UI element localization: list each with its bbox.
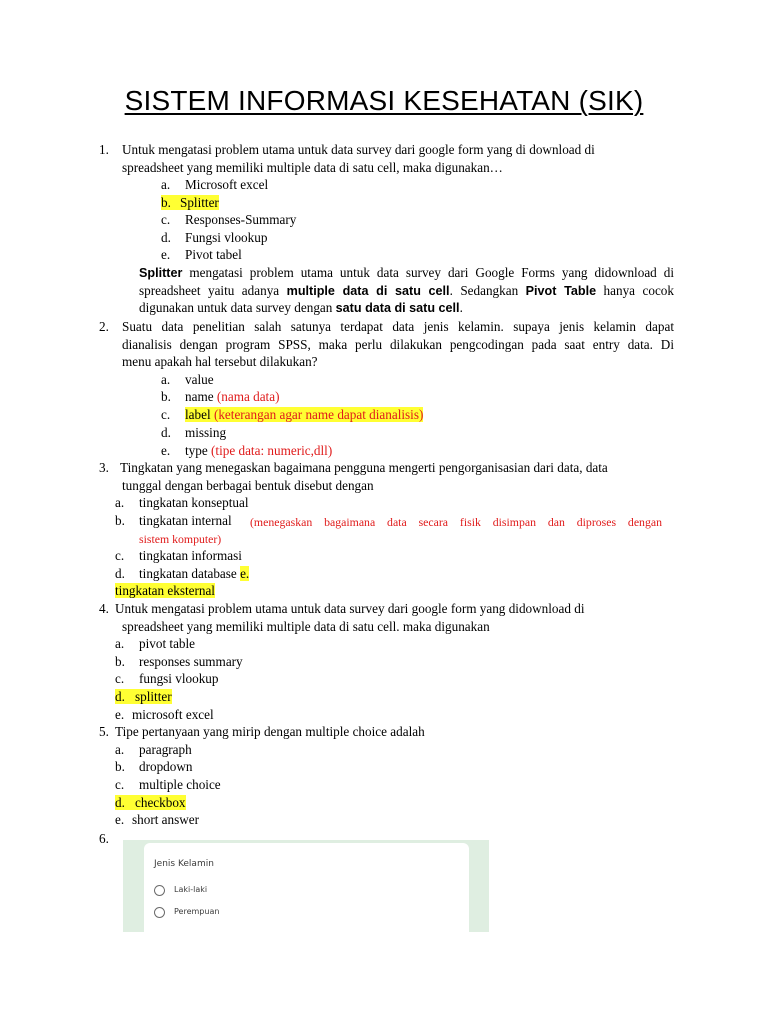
q4-option-d: d. splitter (115, 689, 172, 704)
q1-number: 1. (99, 142, 109, 157)
form-question-title: Jenis Kelamin (154, 859, 214, 869)
q5-text-line1: Tipe pertanyaan yang mirip dengan multiple choice adalah (115, 724, 425, 739)
q1-option-e: e. Pivot tabel (161, 247, 242, 262)
q6-number: 6. (99, 831, 109, 846)
q1-text-line2: spreadsheet yang memiliki multiple data di satu cell, maka digunakan… (122, 160, 503, 175)
q5-option-a: a. paragraph (115, 742, 192, 757)
q1-text-line1: Untuk mengatasi problem utama untuk data survey dari google form yang di download di (122, 142, 595, 157)
q1-explanation-line3: digunakan untuk data survey dengan satu data di satu cell. (139, 300, 463, 315)
q1-explanation-line2: spreadsheet yaitu adanya multiple data di satu cell. Sedangkan Pivot Table hanya cocok (139, 283, 674, 298)
q2-number: 2. (99, 319, 109, 334)
q2-option-d: d. missing (161, 425, 227, 440)
q4-option-b: b. responses summary (115, 654, 243, 669)
q5-option-d: d. checkbox (115, 795, 186, 810)
form-question-card (144, 843, 469, 932)
q4-option-a: a. pivot table (115, 636, 196, 651)
q3-number: 3. (99, 460, 109, 475)
q4-text-line1: Untuk mengatasi problem utama untuk data survey dari google form yang didownload di (115, 601, 585, 616)
q4-number: 4. (99, 601, 109, 616)
q2-text-line1: Suatu data penelitian salah satunya terdapat data jenis kelamin. supaya jenis kelamin dapat (122, 319, 674, 334)
q4-option-e: e. microsoft excel (115, 707, 214, 722)
q1-option-d: d. Fungsi vlookup (161, 230, 268, 245)
q1-option-c: c. Responses-Summary (161, 212, 297, 227)
q3-text-line1: Tingkatan yang menegaskan bagaimana pengguna mengerti pengorganisasian dari data, data (120, 460, 608, 475)
radio-icon[interactable] (154, 907, 165, 918)
form-option-label: Perempuan (174, 907, 220, 916)
q2-text-line3: menu apakah hal tersebut dilakukan? (122, 354, 318, 369)
q3-option-b: b. tingkatan internal (115, 513, 232, 528)
q2-option-c: c. label (keterangan agar name dapat dianalisis) (161, 407, 424, 422)
q5-option-c: c. multiple choice (115, 777, 221, 792)
q3-option-c: c. tingkatan informasi (115, 548, 242, 563)
q3-option-b-note-line2: sistem komputer) (139, 532, 222, 546)
q5-number: 5. (99, 724, 109, 739)
q2-text-line2: dianalisis dengan program SPSS, maka perlu dilakukan pengcodingan pada saat entry data. Di (122, 337, 674, 352)
q2-option-b: b. name (nama data) (161, 389, 280, 404)
q3-option-d: d. tingkatan database e. (115, 566, 250, 581)
q3-text-line2: tunggal dengan berbagai bentuk disebut dengan (122, 478, 374, 493)
form-screenshot (123, 840, 489, 932)
q3-option-b-note-line1: (menegaskan bagaimana data secara fisik disimpan dan diproses dengan (250, 515, 662, 529)
page-title: SISTEM INFORMASI KESEHATAN (SIK) (124, 85, 644, 116)
q5-option-b: b. dropdown (115, 759, 193, 774)
q4-text-line2: spreadsheet yang memiliki multiple data di satu cell. maka digunakan (122, 619, 490, 634)
q3-option-e: tingkatan eksternal (115, 583, 215, 598)
q1-option-a: a. Microsoft excel (161, 177, 269, 192)
q1-option-b: b. Splitter (161, 195, 219, 210)
q2-option-e: e. type (tipe data: numeric,dll) (161, 443, 333, 458)
q2-option-a: a. value (161, 372, 214, 387)
q3-option-a: a. tingkatan konseptual (115, 495, 249, 510)
q5-option-e: e. short answer (115, 812, 200, 827)
q1-explanation-line1: Splitter mengatasi problem utama untuk data survey dari Google Forms yang didownload di (139, 265, 674, 280)
radio-icon[interactable] (154, 885, 165, 896)
q4-option-c: c. fungsi vlookup (115, 671, 219, 686)
form-option-label: Laki-laki (174, 885, 208, 894)
q3-option-e-letter: e. (240, 566, 250, 581)
